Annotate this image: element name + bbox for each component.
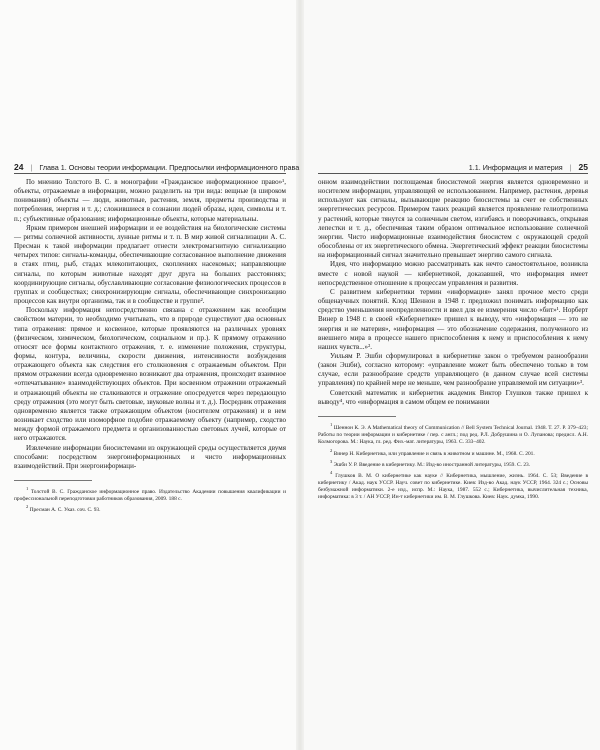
right-footnote: $^2$ Винер Н. Кибернетика, или управление и связь в животном и машине. М., 1968. С. 201. xyxy=(330,447,535,457)
right-header-rule xyxy=(318,173,588,174)
left-footnote: $^2$ Пресман А. С. Указ. соч. С. 93. xyxy=(26,504,101,514)
right-footnote-rule xyxy=(318,416,396,417)
left-text-column xyxy=(14,178,286,514)
right-paragraph: С развитием кибернетики термин «информация» занял прочное место среди общенаучных понятий. Клод Шеннон в 1948 г. предложил понимать информацию как средство уменьшения неопределенности и ввел для ее измерения число «бит»¹. Норберт Винер в 1948 г. в своей «Кибернетике» пришел к выводу, что «информация — это не энергия и не материя», «информация — это обозначение содержания, полученного из внешнего мира в процессе нашего приспособления к нему и приспособления к нему наших чувств...»². xyxy=(318,287,588,351)
left-running-header: 24 | Глава 1. Основы теории информации. Предпосылки информационного права xyxy=(14,162,300,172)
right-text-column xyxy=(318,178,588,502)
left-header-title: Глава 1. Основы теории информации. Предпосылки информационного права xyxy=(39,163,300,172)
right-header-title: 1.1. Информация и материя xyxy=(468,163,563,172)
right-footnote: $^4$ Глушков В. М. О кибернетике как науке // Кибернетика, мышление, жизнь. 1964. С. 53; Введение в кибернетику / Акад. наук УССР. Науч. совет по кибернетике. Киев: Изд-во Акад. наук УССР, 1964. 324 с.; Основы безбумажной информатики. 2-е изд., испр. М.: Наука, 1987. 552 с.; Кибернетика, вычислительная техника, информатика: в 3 т. / АН УССР, Ин-т кибернетики им. В. М. Глушкова. Киев: Наук. думка, 1990. xyxy=(318,469,588,501)
right-running-header: 1.1. Информация и материя | 25 xyxy=(468,162,588,172)
right-paragraph: Идея, что информацию можно рассматривать как нечто самостоятельное, возникла вместе с новой наукой — кибернетикой, доказавшей, что информация имеет непосредственное отношение к процессам управления и развития. xyxy=(318,260,588,287)
left-paragraph: По мнению Толстого В. С. в монографии «Гражданское информационное право»¹, объекты, отражаемые в информации, можно разделить на три вида: вещные (в широком понимании) объекты — люди, животные, растения, земля, предметы производства и потребления, энергия и т. д.; сложившиеся в сознании людей образы, идеи, символы и т. п.; субъективные образования; информационные объекты, которые материальны. xyxy=(14,178,286,223)
left-paragraph: Поскольку информация непосредственно связана с отражением как всеобщим свойством материи, то необходимо учитывать, что в природе существуют два основных типа отражения: прямое и косвенное, которые проявляются на различных уровнях (физическом, химическом, биологическом, социальном и пр.). К прямому отражению относят все формы контактного отражения, т. е. изменение положения, структуры, формы, контура, величины, скорости движения, интенсивности возбуждения отражающего объекта как следствия его столкновения с отражаемым объектом. При прямом отражении всегда одновременно возникают два отражения, происходит взаимное «отпечатывание» взаимодействующих объектов. При косвенном отражении отражаемый и отражающий объекты не сталкиваются и отражение опосредуется через передающую среду отражения (это могут быть световые, звуковые волны и т. д.). Посредник отражения одновременно является также отражающим объектом (носителем отражения) и в нем возникает сходство или изоморфное подобие отражаемому объекту (например, сходство между формой отражаемого предмета и организованностью световых лучей, которые от него отражаются. xyxy=(14,306,286,443)
left-paragraph: Ярким примером внешней информации и ее воздействия на биологические системы — ритмы солнечной активности, лунные ритмы и т. п. В мир живой сигнализации А. С. Пресман к такой информации предлагает отнести электромагнитную сигнализацию четырех типов: сигналы-команды, обеспечивающие согласованное выполнение движения в стаях птиц, рыб, стадах млекопитающих, скоплениях насекомых; направляющие сигналы, по которым животные находят друг друга на больших расстояниях; координирующие сигналы, обуславливающие согласование физиологических процессов в группах и сообществах; синхронизирующие сигналы, обеспечивающие синхронизацию процессов как внутри организма, так и в сообществе и группе². xyxy=(14,223,286,306)
left-paragraph: Извлечение информации биосистемами из окружающей среды осуществляется двумя способами: посредством энергоинформационных и чисто информационных взаимодействий. При энергоинформаци- xyxy=(14,443,286,470)
book-spine-gutter xyxy=(296,0,304,750)
right-paragraph: онном взаимодействии поглощаемая биосистемой энергия является одновременно и носителем информации, управляющей ее использованием. Например, растения, деревья используют как сигналы, вызывающие реакцию биосистемы за счет ее собственных энергетических ресурсов. Примером таких реакций является проявление гелиотропизма у растений, которые тянутся за солнечным светом, изгибаясь и поворачиваясь, открывая лепестки и т. д., обеспечивая таким образом оптимальное использование солнечной энергии. Чисто информационные взаимодействия биосистем с окружающей средой обособлены от их энергетического обмена. Энергетический эффект реакции биосистемы на информационный сигнал значительно превышает энергию самого сигнала. xyxy=(318,178,588,260)
left-header-rule xyxy=(14,173,286,174)
right-paragraph: Советский математик и кибернетик академик Виктор Глушков также пришел к выводу⁴, что «информация в самом общем ее понимании xyxy=(318,388,588,406)
right-footnote: $^3$ Эшби У. Р. Введение в кибернетику. М.: Изд-во иностранной литературы, 1959. С. 23. xyxy=(330,458,531,468)
right-footnote: $^1$ Шеннон К. Э. A Mathematical theory of Communication // Bell System Technical Journal. 1948. T. 27. P. 379–423; Работы по теории информации и кибернетике / пер. с англ.; под ред. Р.Л. Добрушина и О. Лупанова; предисл. А.Н. Колмогорова. М.: Наука, гл. ред. Физ.-мат. литературы, 1963. С. 333–402. xyxy=(318,421,588,446)
left-footnote: $^1$ Толстой В. С. Гражданское информационное право. Издательство Академии повышения квалификации и профессиональной переподготовки работников образования, 2009. 188 с. xyxy=(14,486,286,503)
left-footnote-rule xyxy=(14,480,92,481)
right-page-number: 25 xyxy=(578,162,588,172)
right-paragraph: Уильям Р. Эшби сформулировал в кибернетике закон о требуемом разнообразии (закон Эшби), согласно которому: «управление может быть обеспечено только в том случае, если разнообразие средств управляющего (в данном случае всей системы управления) по крайней мере не меньше, чем разнообразие управляемой им ситуации»³. xyxy=(318,351,588,388)
left-page-number: 24 xyxy=(14,162,24,172)
